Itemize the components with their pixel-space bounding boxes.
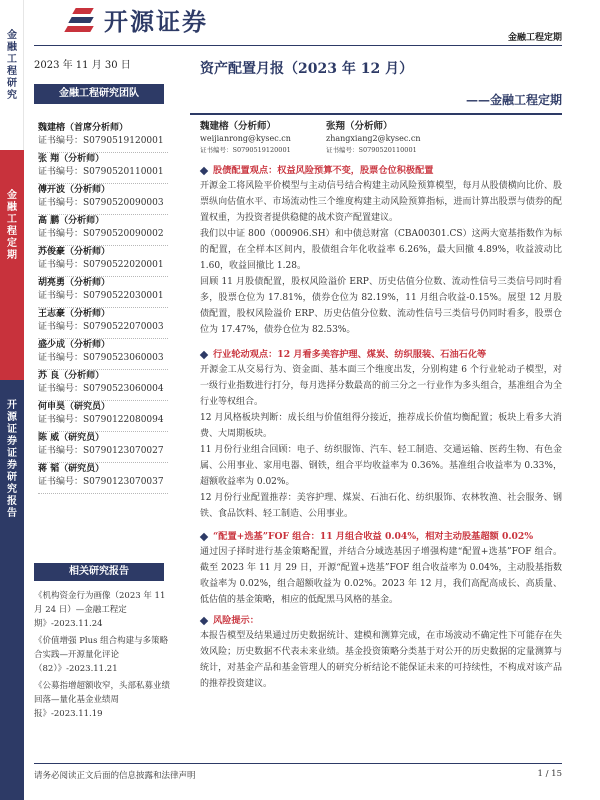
analyst-list bbox=[38, 122, 168, 494]
author-block bbox=[200, 120, 291, 155]
paragraph: 回顾 11 月股债配置，股权风险溢价 ERP、历史估值分位数、流动性信号三类信号同时看多，股票仓位为 17.81%，债券仓位为 82.19%，11 月组合收益-0.15%。展望 12 月股债配置，股权风险溢价 ERP、历史估值分位数、流动性信号三类信号仍同时看多，股票仓位为 17.47%，债券仓位为 82.53%。 bbox=[200, 277, 562, 335]
footer-divider bbox=[34, 763, 562, 764]
section-heading bbox=[200, 530, 562, 544]
bullet-diamond-icon bbox=[200, 533, 208, 541]
author-cert: 证书编号：S0790520110001 bbox=[326, 146, 417, 154]
page-number: 1 / 15 bbox=[537, 769, 562, 779]
analyst-item bbox=[38, 463, 168, 494]
analyst-name: 张 翔（分析师） bbox=[38, 154, 105, 164]
header-divider bbox=[34, 45, 562, 46]
analyst-name: 苏俊豪（分析师） bbox=[38, 247, 111, 257]
analyst-cert: 证书编号：S0790522020001 bbox=[38, 260, 164, 270]
analyst-name: 陈 威（研究员） bbox=[38, 433, 105, 443]
paragraph: 11 月份行业组合回顾：电子、纺织服饰、汽车、轻工制造、交通运输、医药生物、有色金属、公用事业、家用电器、钢铁，组合平均收益率为 0.36%。基准组合收益率为 0.33%，超额收益率为 0.02%。 bbox=[200, 445, 562, 487]
related-reports-title: 相关研究报告 bbox=[34, 563, 164, 581]
report-body bbox=[200, 164, 562, 692]
paragraph: 本报告模型及结果通过历史数据统计、建模和测算完成，在市场波动不确定性下可能存在失效风险；历史数据不代表未来业绩。基金投资策略分类基于对公开的历史数据的定量测算与统计，对基金产品和基金管理人的研究分析结论不能保证未来的可持续性，不构成对该产品的推荐投资建议。 bbox=[200, 631, 562, 689]
analyst-cert: 证书编号：S0790523060004 bbox=[38, 384, 164, 394]
analyst-cert: 证书编号：S0790523060003 bbox=[38, 353, 164, 363]
paragraph: 12 月份行业配置推荐：美容护理、煤炭、石油石化、纺织服饰、农林牧渔、社会服务、钢铁、食品饮料、轻工制造、公用事业。 bbox=[200, 493, 562, 519]
side-band-middle bbox=[0, 150, 24, 380]
analyst-item bbox=[38, 246, 168, 277]
analyst-name: 王志豪（分析师） bbox=[38, 309, 111, 319]
author-email[interactable]: zhangxiang2@kysec.cn bbox=[326, 134, 421, 143]
header-category: 金融工程定期 bbox=[507, 33, 562, 43]
analyst-cert: 证书编号：S0790522070003 bbox=[38, 322, 164, 332]
analyst-item bbox=[38, 122, 168, 153]
related-report-link[interactable]: 《公募指增超额收窄，头部私募业绩回落—量化基金业绩周报》-2023.11.19 bbox=[34, 681, 171, 719]
bullet-diamond-icon bbox=[200, 167, 208, 175]
brand-logo bbox=[64, 2, 208, 37]
related-report-link[interactable]: 《机构资金行为画像（2023 年 11 月 24 日）—金融工程定期》-2023.11.24 bbox=[34, 591, 166, 629]
section-heading-text: 风险提示： bbox=[213, 615, 259, 626]
analyst-cert: 证书编号：S0790520090003 bbox=[38, 198, 164, 208]
analyst-name: 高 鹏（分析师） bbox=[38, 216, 105, 226]
analyst-item bbox=[38, 401, 168, 432]
analyst-cert: 证书编号：S0790520090002 bbox=[38, 229, 164, 239]
analyst-cert: 证书编号：S0790519120001 bbox=[38, 136, 164, 146]
analyst-cert: 证书编号：S0790123070027 bbox=[38, 446, 164, 456]
analyst-item bbox=[38, 277, 168, 308]
brand-name: 开源证券 bbox=[104, 8, 208, 36]
title-divider bbox=[190, 113, 562, 115]
section-heading-text: 股债配置观点：权益风险预算不变，股票仓位积极配置 bbox=[213, 165, 434, 176]
analyst-name: 盛少成（分析师） bbox=[38, 340, 111, 350]
analyst-item bbox=[38, 215, 168, 246]
analyst-item bbox=[38, 370, 168, 401]
bullet-diamond-icon bbox=[200, 351, 208, 359]
analyst-name: 何申昊（研究员） bbox=[38, 402, 111, 412]
analyst-name: 苏 良（分析师） bbox=[38, 371, 105, 381]
analyst-name: 胡亮勇（分析师） bbox=[38, 278, 111, 288]
author-email[interactable]: weijianrong@kysec.cn bbox=[200, 134, 291, 143]
author-name: 张翔（分析师） bbox=[326, 121, 393, 132]
author-cert: 证书编号：S0790519120001 bbox=[200, 146, 291, 154]
section-heading bbox=[200, 164, 562, 178]
section-heading-text: 行业轮动观点：12 月看多美容护理、煤炭、纺织服装、石油石化等 bbox=[213, 349, 487, 360]
section-heading-text: “配置+选基”FOF 组合：11 月组合收益 0.04%，相对主动股基超额 0.02% bbox=[213, 531, 534, 542]
analyst-name: 蒋 韬（研究员） bbox=[38, 464, 105, 474]
analyst-name: 魏建榕（首席分析师） bbox=[38, 123, 129, 133]
analyst-item bbox=[38, 153, 168, 184]
bullet-diamond-icon bbox=[200, 617, 208, 625]
report-subtitle: ——金融工程定期 bbox=[465, 93, 562, 107]
paragraph: 我们以中证 800（000906.SH）和中债总财富（CBA00301.CS）这两大宽基指数作为标的配置，在全样本区间内，股债组合年化收益率 6.26%，最大回撤 4.89%，收益波动比 1.60，收益回撤比 1.28。 bbox=[200, 229, 562, 271]
analyst-cert: 证书编号：S0790123070037 bbox=[38, 477, 164, 487]
report-date: 2023 年 11 月 30 日 bbox=[34, 60, 131, 71]
analyst-cert: 证书编号：S0790522030001 bbox=[38, 291, 164, 301]
analyst-item bbox=[38, 308, 168, 339]
footer-disclaimer[interactable]: 请务必阅读正文后面的信息披露和法律声明 bbox=[34, 771, 196, 781]
section-heading bbox=[200, 614, 562, 628]
report-title: 资产配置月报（2023 年 12 月） bbox=[200, 61, 414, 77]
logo-mark-icon bbox=[64, 6, 98, 34]
analyst-cert: 证书编号：S0790122080094 bbox=[38, 415, 164, 425]
analyst-item bbox=[38, 339, 168, 370]
side-band-top-label: 金融工程研究 bbox=[7, 30, 17, 101]
paragraph: 开源金工从交易行为、资金面、基本面三个维度出发，分别构建 6 个行业轮动子模型，对一级行业指数进行打分，每月选择分数最高的前三分之一行业作为多头组合，基准组合为全行业等权组合。 bbox=[200, 365, 562, 407]
related-report-link[interactable]: 《价值增强 Plus 组合构建与多策略合实践—开源量化评论（82）》-2023.11.21 bbox=[34, 636, 169, 674]
team-title: 金融工程研究团队 bbox=[34, 84, 164, 104]
paragraph: 12 月风格板块判断：成长组与价值组得分接近，推荐成长价值均衡配置；板块上看多大消费、大周期板块。 bbox=[200, 413, 562, 439]
analyst-name: 傅开波（分析师） bbox=[38, 185, 111, 195]
analyst-item bbox=[38, 432, 168, 463]
side-band-middle-label: 金融工程定期 bbox=[7, 190, 17, 261]
paragraph: 开源金工将风险平价模型与主动信号结合构建主动风险预算模型，每月从股债横向比价、股票纵向估值水平、市场流动性三个维度构建主动风险预算指标，进而计算出股票与债券的配置权重，为投资者提供稳健的战术资产配置建议。 bbox=[200, 181, 562, 223]
author-block bbox=[326, 120, 420, 155]
related-reports-list bbox=[34, 589, 170, 724]
side-band-bottom-label: 开源证券 证券研究报告 bbox=[7, 400, 17, 519]
author-name: 魏建榕（分析师） bbox=[200, 121, 277, 132]
section-heading bbox=[200, 348, 562, 362]
analyst-item bbox=[38, 184, 168, 215]
analyst-cert: 证书编号：S0790520110001 bbox=[38, 167, 164, 177]
paragraph: 通过因子择时进行基金策略配置，并结合分域选基因子增强构建“配置+选基”FOF 组合。截至 2023 年 11 月 29 日，开源“配置+选基”FOF 组合收益率为 0.04%，主动股基指数收益率为 0.02%，组合超额收益为 0.02%。2023 年 12 月，我们高配高成长、高质量、低估值的基金策略，相应的低配黑马风格的基金。 bbox=[200, 547, 562, 605]
